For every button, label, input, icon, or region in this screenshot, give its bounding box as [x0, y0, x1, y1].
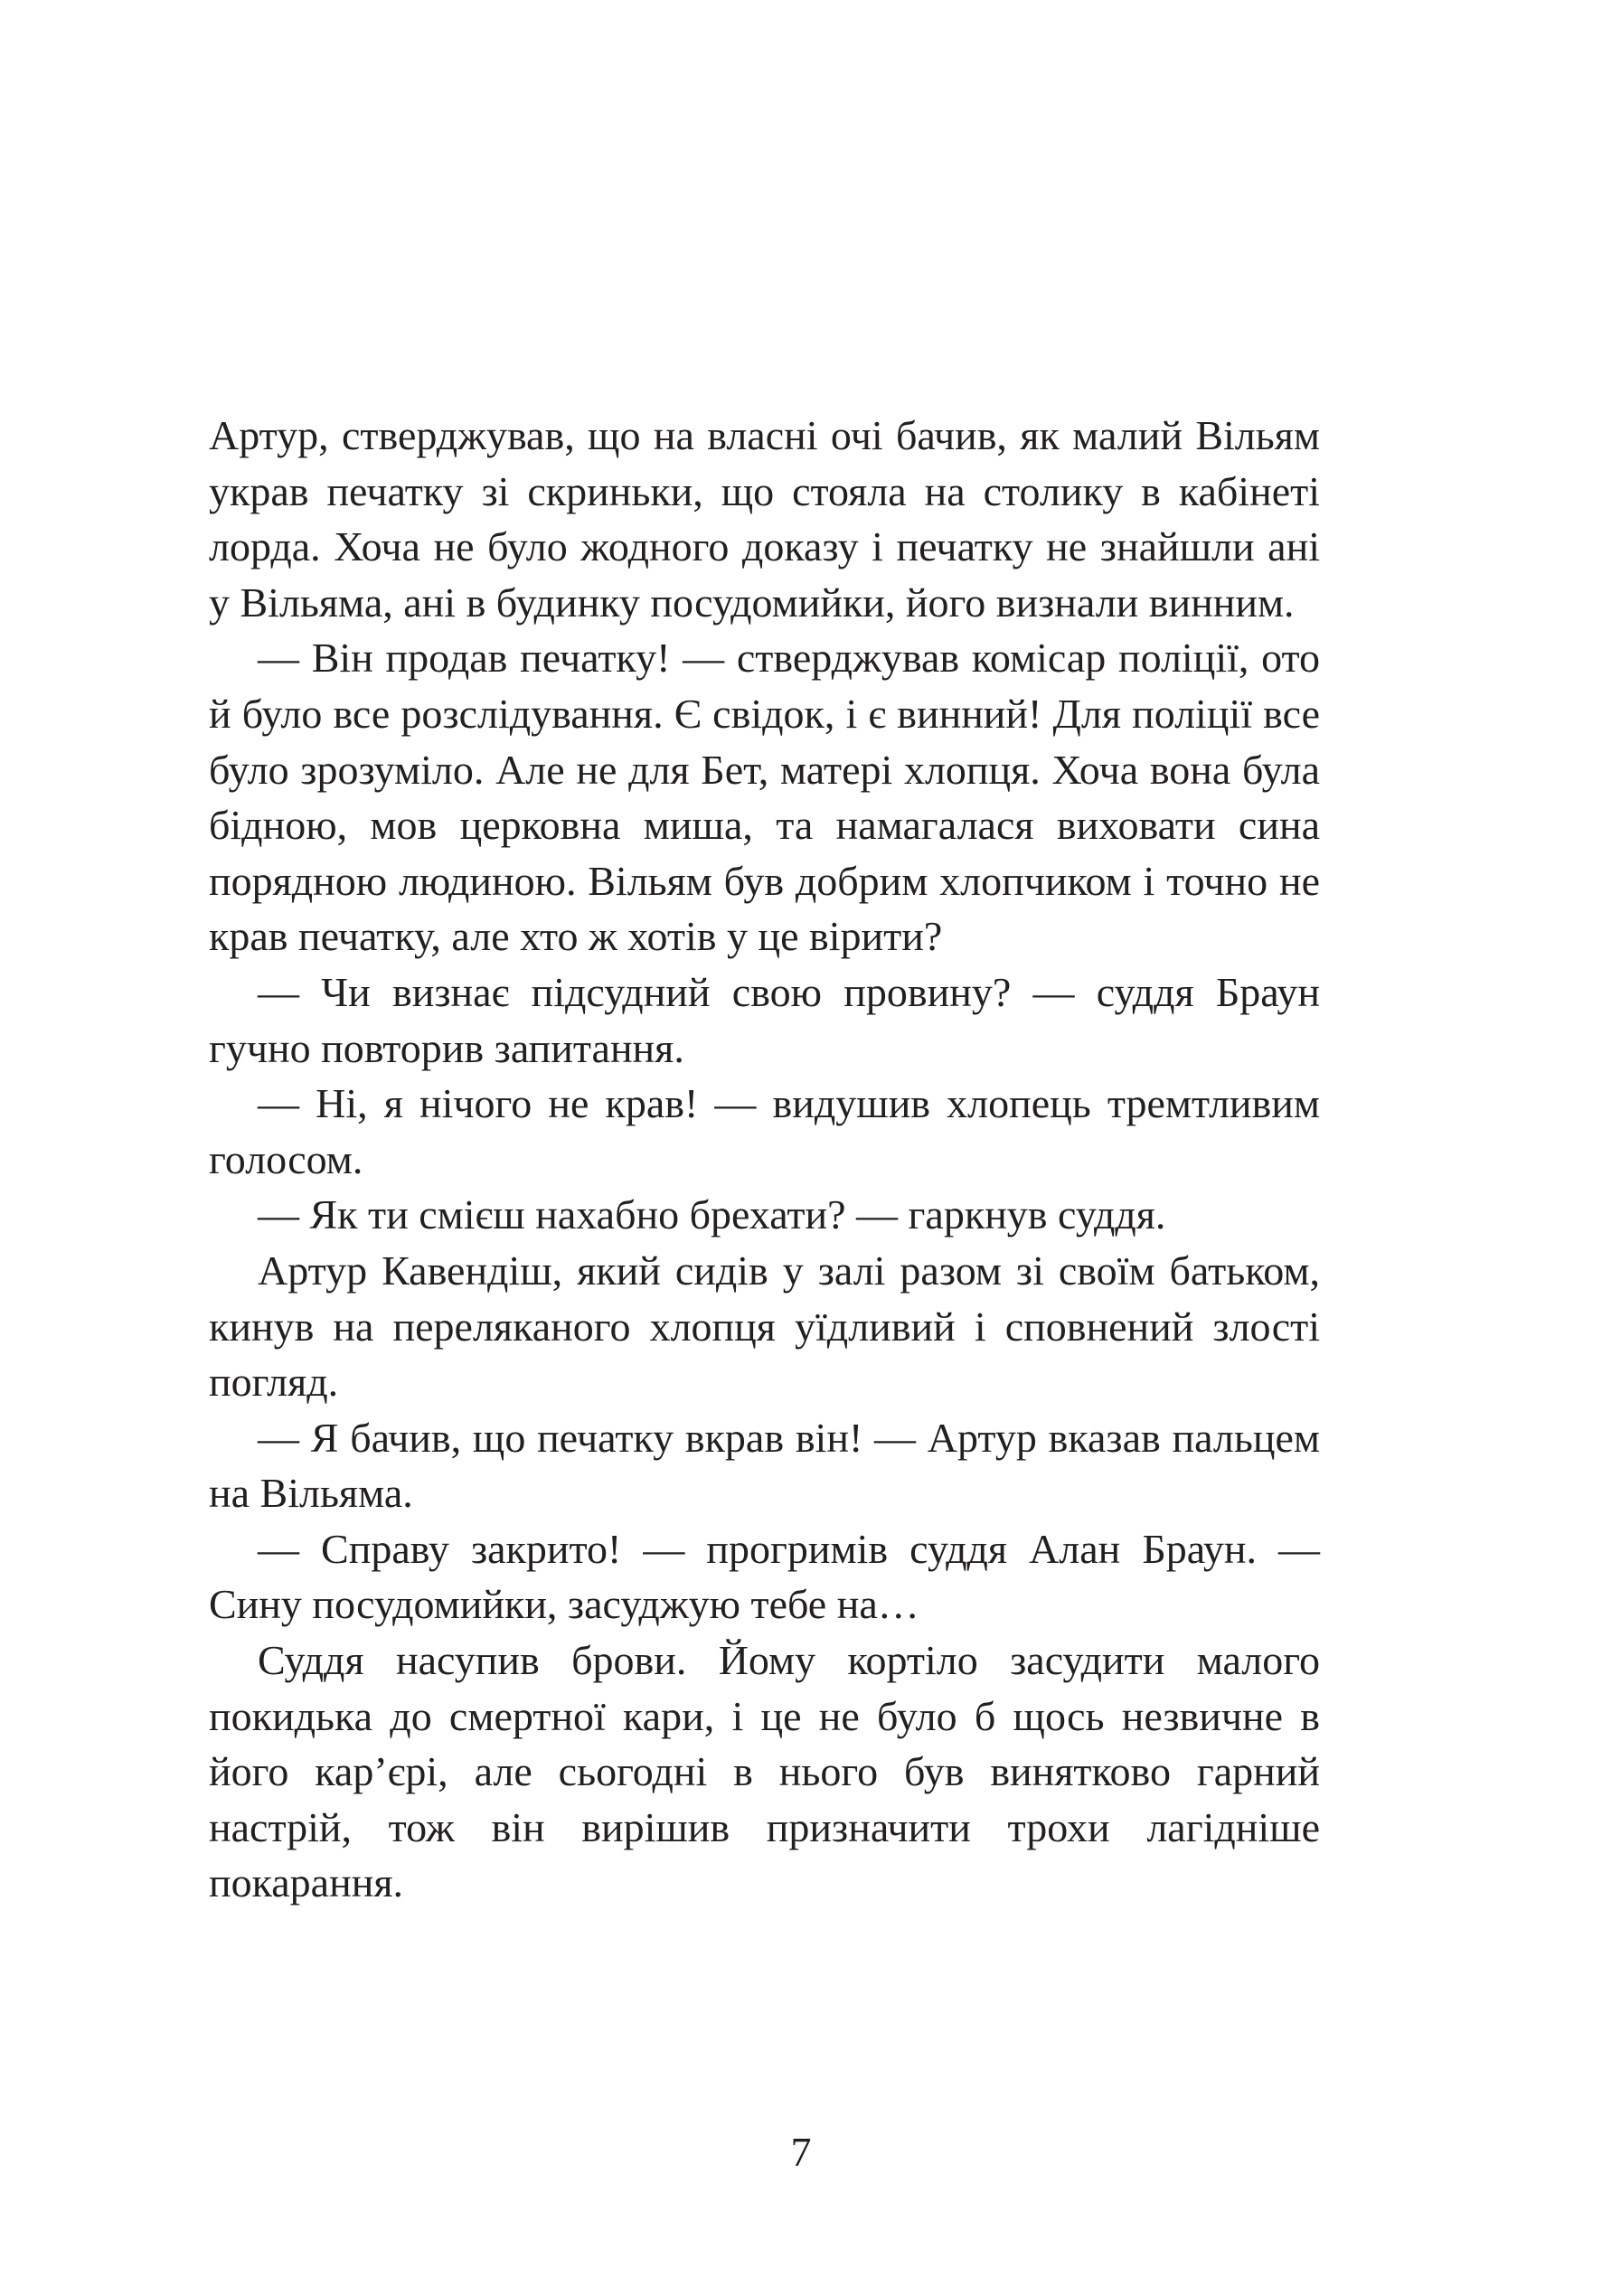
page-number: 7: [790, 2129, 812, 2175]
paragraph-4: — Ні, я нічого не крав! — видушив хлопець тремтливим голосом.: [209, 1080, 1320, 1182]
body-text: [209, 408, 1320, 1911]
paragraph-2: — Він продав печатку! — стверджував комісар поліції, ото й було все розслідування. Є свідок, і є винний! Для поліції все було зрозуміло. Але не для Бет, матері хлопця. Хоча вона була бідною, мов церковна миша, та намагалася виховати сина порядною людиною. Вільям був добрим хлопчиком і точно не крав печатку, але хто ж хотів у це вірити?: [209, 635, 1320, 960]
paragraph-5: — Як ти смієш нахабно брехати? — гаркнув суддя.: [258, 1191, 1166, 1238]
paragraph-6: Артур Кавендіш, який сидів у залі разом зі своїм батьком, кинув на переляканого хлопця уїдливий і сповнений злості погляд.: [209, 1247, 1320, 1406]
paragraph-3: — Чи визнає підсудний свою провину? — суддя Браун гучно повторив запитання.: [209, 968, 1320, 1071]
paragraph-7: — Я бачив, що печатку вкрав він! — Артур вказав пальцем на Вільяма.: [209, 1414, 1320, 1517]
paragraph-9: Суддя насупив брови. Йому кортіло засудити малого покидька до смертної кари, і це не було б щось незвичне в його кар’єрі, але сьогодні в нього був винятково гарний настрій, тож він вирішив призначити трохи лагідніше покарання.: [209, 1637, 1320, 1906]
paragraph-1: Артур, стверджував, що на власні очі бачив, як малий Вільям украв печатку зі скриньки, що стояла на столику в кабінеті лорда. Хоча не було жодного доказу і печатку не знайшли ані у Вільяма, ані в будинку посудомийки, його визнали винним.: [209, 412, 1320, 626]
paragraph-8: — Справу закрито! — прогримів суддя Алан Браун. — Сину посудомийки, засуджую тебе на…: [209, 1525, 1320, 1628]
